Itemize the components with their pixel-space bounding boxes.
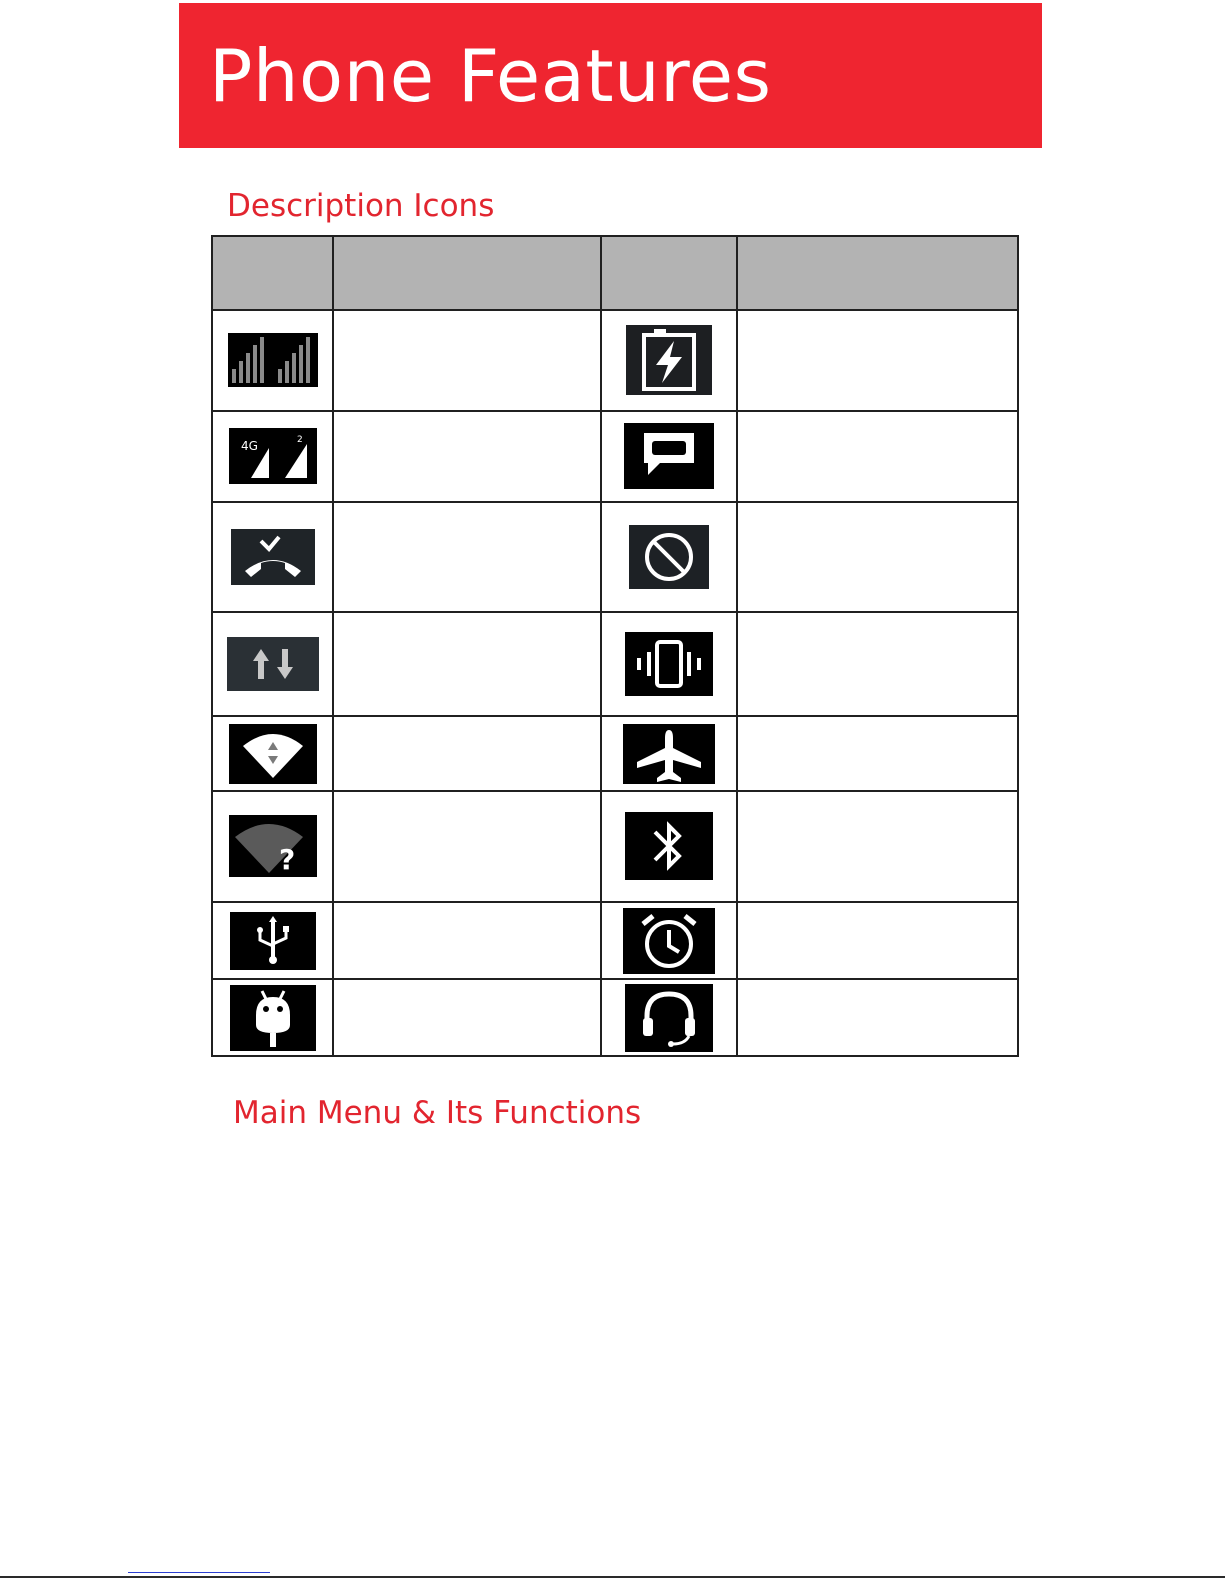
icon-cell bbox=[212, 612, 333, 716]
table-header-row bbox=[212, 236, 1018, 310]
icon-cell bbox=[601, 502, 737, 613]
icon-cell bbox=[212, 502, 333, 613]
table-row bbox=[212, 310, 1018, 411]
description-cell bbox=[333, 502, 601, 613]
table-row bbox=[212, 716, 1018, 791]
header-description-col bbox=[333, 236, 601, 310]
no-signal-icon bbox=[629, 525, 709, 589]
headset-icon bbox=[625, 984, 713, 1052]
missed-call-icon bbox=[231, 529, 315, 585]
description-cell bbox=[737, 411, 1018, 502]
svg-text:2: 2 bbox=[296, 435, 303, 446]
icon-cell bbox=[212, 791, 333, 902]
icon-cell bbox=[601, 612, 737, 716]
table-row bbox=[212, 902, 1018, 980]
description-cell bbox=[333, 902, 601, 980]
header-description-col-2 bbox=[737, 236, 1018, 310]
section-heading-description-icons: Description Icons bbox=[227, 188, 495, 224]
table-row bbox=[212, 411, 1018, 502]
icon-cell bbox=[212, 411, 333, 502]
icon-cell bbox=[601, 979, 737, 1056]
4g-network-signal-icon bbox=[229, 428, 317, 484]
description-cell bbox=[333, 979, 601, 1056]
vibrate-mode-icon bbox=[625, 632, 713, 696]
wifi-unknown-icon bbox=[229, 815, 317, 877]
header-icon-col-2 bbox=[601, 236, 737, 310]
section-heading-main-menu: Main Menu & Its Functions bbox=[233, 1095, 642, 1131]
bluetooth-icon bbox=[625, 812, 713, 880]
icons-table bbox=[211, 235, 1019, 1057]
alarm-icon bbox=[623, 908, 715, 974]
icon-cell bbox=[212, 979, 333, 1056]
wifi-connected-icon bbox=[229, 724, 317, 784]
icon-cell bbox=[212, 902, 333, 980]
icon-cell bbox=[601, 310, 737, 411]
icon-cell bbox=[601, 791, 737, 902]
battery-charging-icon bbox=[626, 325, 712, 395]
usb-debugging-icon bbox=[230, 985, 316, 1051]
title-banner bbox=[179, 3, 1042, 148]
description-cell bbox=[737, 612, 1018, 716]
description-cell bbox=[737, 716, 1018, 791]
table-row bbox=[212, 612, 1018, 716]
new-message-icon bbox=[624, 423, 714, 489]
svg-text:?: ? bbox=[278, 843, 295, 877]
icon-cell bbox=[601, 411, 737, 502]
page-footer-divider bbox=[0, 1576, 1225, 1578]
description-cell bbox=[333, 310, 601, 411]
usb-connected-icon bbox=[230, 912, 316, 970]
table-row bbox=[212, 502, 1018, 613]
description-cell bbox=[333, 791, 601, 902]
airplane-mode-icon bbox=[623, 724, 715, 784]
table-row bbox=[212, 791, 1018, 902]
description-cell bbox=[333, 716, 601, 791]
description-cell bbox=[737, 502, 1018, 613]
description-cell bbox=[737, 791, 1018, 902]
page-title: Phone Features bbox=[209, 34, 772, 118]
header-icon-col bbox=[212, 236, 333, 310]
footer-link-underline[interactable] bbox=[128, 1572, 270, 1573]
data-transfer-icon bbox=[227, 637, 319, 691]
network-type-label: 4G bbox=[240, 439, 258, 454]
description-cell bbox=[737, 310, 1018, 411]
description-cell bbox=[737, 902, 1018, 980]
icon-cell bbox=[601, 716, 737, 791]
icon-cell bbox=[212, 716, 333, 791]
description-cell bbox=[737, 979, 1018, 1056]
description-cell bbox=[333, 411, 601, 502]
icon-cell bbox=[212, 310, 333, 411]
description-cell bbox=[333, 612, 601, 716]
dual-signal-strength-icon bbox=[228, 333, 318, 387]
icon-cell bbox=[601, 902, 737, 980]
table-row bbox=[212, 979, 1018, 1056]
